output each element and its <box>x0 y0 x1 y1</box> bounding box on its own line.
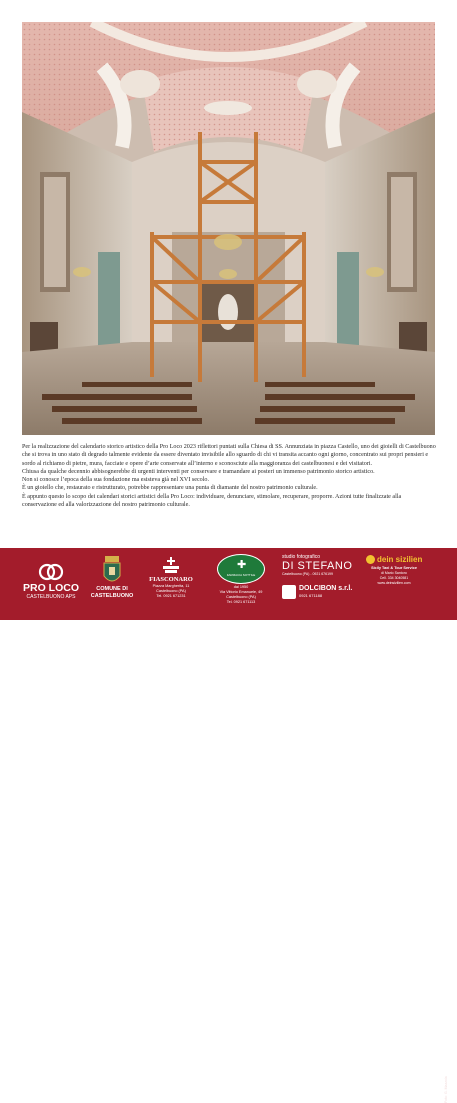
article-paragraph-3: Non si conosce l’epoca della sua fondazione ma esisteva già nel XVI secolo. <box>22 477 209 484</box>
article-paragraph-5: È appunto questo lo scopo dei calendari storici artistici della Pro Loco: individuare, denunciare, stimolare, recuperare, proporre. Azioni tutte finalizzate alla conservazione ed alla valorizzazione del nostro patrimonio culturale. <box>22 493 402 509</box>
fiasconaro-logo-icon <box>161 557 181 575</box>
article-paragraph-1: Per la realizzazione del calendario storico artistico della Pro Loco 2023 riflettori puntati sulla Chiesa di SS. Annunziata in piazza Castello, uno dei gioielli di Castelbuono che si trova in uno stato di degrado talmente evidente da essere diventato invisibile allo sguardo di chi vi transita accanto ogni giorno, concentrato sui propri pensieri e sordo al richiamo di pietre, mura, facciate e opere d’arte conservate all’interno e sconosciute alla maggioranza dei castelbuonesi e dei visitatori. <box>22 444 436 467</box>
fiasconaro-name: FIASCONARO <box>149 576 193 583</box>
dolcibon-block <box>282 584 358 602</box>
comune-line2: CASTELBUONO <box>90 593 134 599</box>
fiasconaro-city: Castelbuono (PA) <box>156 589 186 593</box>
dolcibon-logo-icon <box>282 585 296 599</box>
sponsor-dein-sizilien <box>362 554 426 586</box>
sponsor-farmacia <box>208 554 274 605</box>
farmacia-since: dal 1950 <box>233 585 249 589</box>
dolcibon-phone: 0921 671188 <box>299 593 323 598</box>
pro-loco-logo-icon <box>38 562 64 582</box>
dein-sizilien-owner: di Mario Santoro <box>381 571 407 575</box>
di-stefano-label: studio fotografico <box>282 554 321 560</box>
di-stefano-contact: Castelbuono (PA) - 0921 676199 <box>282 572 333 576</box>
sponsor-footer <box>0 548 457 1103</box>
farmacia-phone: Tel. 0921 671113 <box>226 600 256 604</box>
photo-credit: Foto: G. Mazzola <box>444 1076 448 1103</box>
church-interior-photo <box>22 22 435 435</box>
bottom-margin <box>0 620 457 642</box>
dein-sizilien-website: www.deinsizilien.com <box>377 581 411 585</box>
dein-sizilien-service: Sicily Taxi & Tour Service <box>371 566 417 570</box>
coat-of-arms-icon <box>102 556 122 586</box>
fiasconaro-address: Piazza Margherita, 11 <box>152 584 190 588</box>
dein-sizilien-name: dein sizilien <box>377 555 423 564</box>
sun-icon <box>366 555 375 564</box>
dein-sizilien-header <box>362 554 426 566</box>
farmacia-badge <box>217 554 265 584</box>
sponsor-di-stefano <box>282 554 358 602</box>
article-text <box>22 443 436 509</box>
pro-loco-name: PRO LOCO <box>22 582 79 594</box>
sponsor-fiasconaro <box>140 557 202 599</box>
farmacia-badge-text: FARMACIA SOTTILE <box>226 573 256 577</box>
article-paragraph-4: È un gioiello che, restaurato e ristrutturato, potrebbe rappresentare una punta di diamante del nostro patrimonio culturale. <box>22 485 318 492</box>
sponsor-pro-loco <box>16 562 86 601</box>
pro-loco-sub: CASTELBUONO APS <box>26 594 76 600</box>
dolcibon-name: DOLCIBON s.r.l. <box>299 585 353 592</box>
dein-sizilien-phone: Cell. 334 3040581 <box>379 576 409 580</box>
fiasconaro-phone: Tel. 0921 671231 <box>156 594 186 598</box>
article-paragraph-2: Chiusa da qualche decennio abbisognerebbe di urgenti interventi per conservare e tramandare ai posteri un immenso patrimonio storico artistico. <box>22 468 375 475</box>
cross-icon: ✚ <box>237 559 247 571</box>
di-stefano-name: DI STEFANO <box>282 560 353 572</box>
farmacia-city: Castelbuono (PA) <box>226 595 256 599</box>
sponsor-comune <box>90 556 134 600</box>
farmacia-address: Via Vittorio Emanuele, 49 <box>219 590 263 594</box>
church-interior-illustration <box>22 22 435 435</box>
comune-line1: COMUNE DI <box>96 586 128 592</box>
